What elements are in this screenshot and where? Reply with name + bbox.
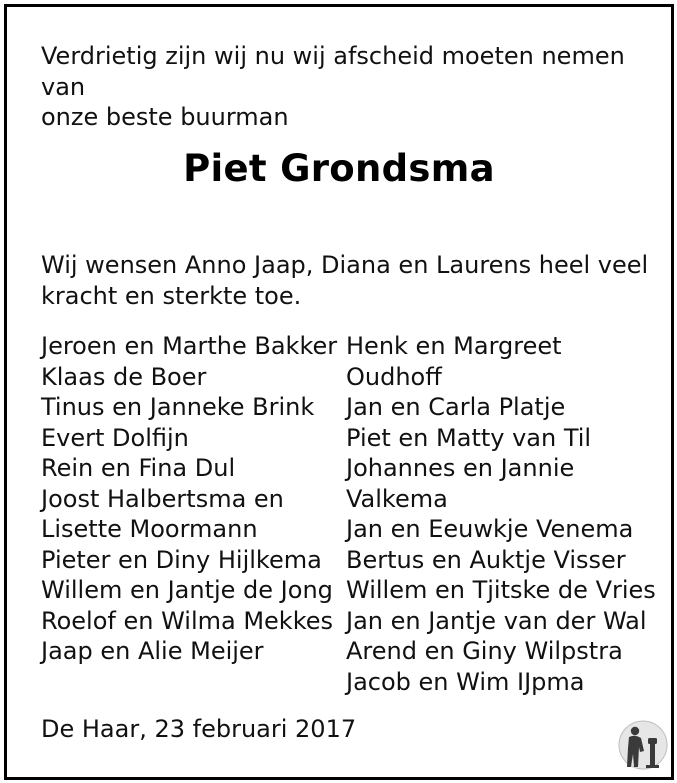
wish-line: Wij wensen Anno Jaap, Diana en Laurens heel veel xyxy=(41,251,649,279)
signer-name: Piet en Matty van Til xyxy=(346,423,592,452)
wish-text xyxy=(41,250,661,311)
signer-name: Jan en Carla Platje xyxy=(346,393,566,421)
signer-name: Rein en Fina Dul xyxy=(41,454,236,482)
signer-name: Valkema xyxy=(346,484,448,513)
signer-name: Roelof en Wilma Mekkes xyxy=(41,606,334,635)
signer-name: Jeroen en Marthe Bakker xyxy=(41,332,338,360)
signer-name: Willem en Jantje de Jong xyxy=(41,576,333,604)
closing-place-date: De Haar, 23 februari 2017 xyxy=(41,715,357,743)
signer-name: Johannes en Jannie xyxy=(346,454,575,482)
memorial-figure-icon xyxy=(618,718,668,772)
signer-name: Jaap en Alie Meijer xyxy=(41,637,264,665)
intro-line: Verdrietig zijn wij nu wij afscheid moeten nemen van xyxy=(41,42,625,101)
signer-name: Willem en Tjitske de Vries xyxy=(346,576,656,604)
signer-name: Tinus en Janneke Brink xyxy=(41,393,315,421)
signers-left-column xyxy=(41,331,337,667)
signer-name: Oudhoff xyxy=(346,362,442,391)
signer-name: Lisette Moormann xyxy=(41,515,258,543)
signer-name: Klaas de Boer xyxy=(41,362,207,391)
signer-name: Jan en Jantje van der Wal xyxy=(346,606,647,635)
intro-text xyxy=(41,41,661,133)
signers-right-column xyxy=(346,331,656,697)
signer-name: Bertus en Auktje Visser xyxy=(346,545,626,574)
intro-line: onze beste buurman xyxy=(41,103,289,131)
signer-name: Arend en Giny Wilpstra xyxy=(346,637,623,665)
signer-name: Pieter en Diny Hijlkema xyxy=(41,545,322,574)
signer-name: Henk en Margreet xyxy=(346,332,562,360)
signer-name: Joost Halbertsma en xyxy=(41,484,284,513)
signer-name: Jan en Eeuwkje Venema xyxy=(346,515,634,543)
wish-line: kracht en sterkte toe. xyxy=(41,281,302,310)
deceased-name: Piet Grondsma xyxy=(183,147,495,190)
signer-name: Evert Dolfijn xyxy=(41,423,189,452)
signer-name: Jacob en Wim IJpma xyxy=(346,667,585,696)
announcement-frame xyxy=(4,4,674,780)
